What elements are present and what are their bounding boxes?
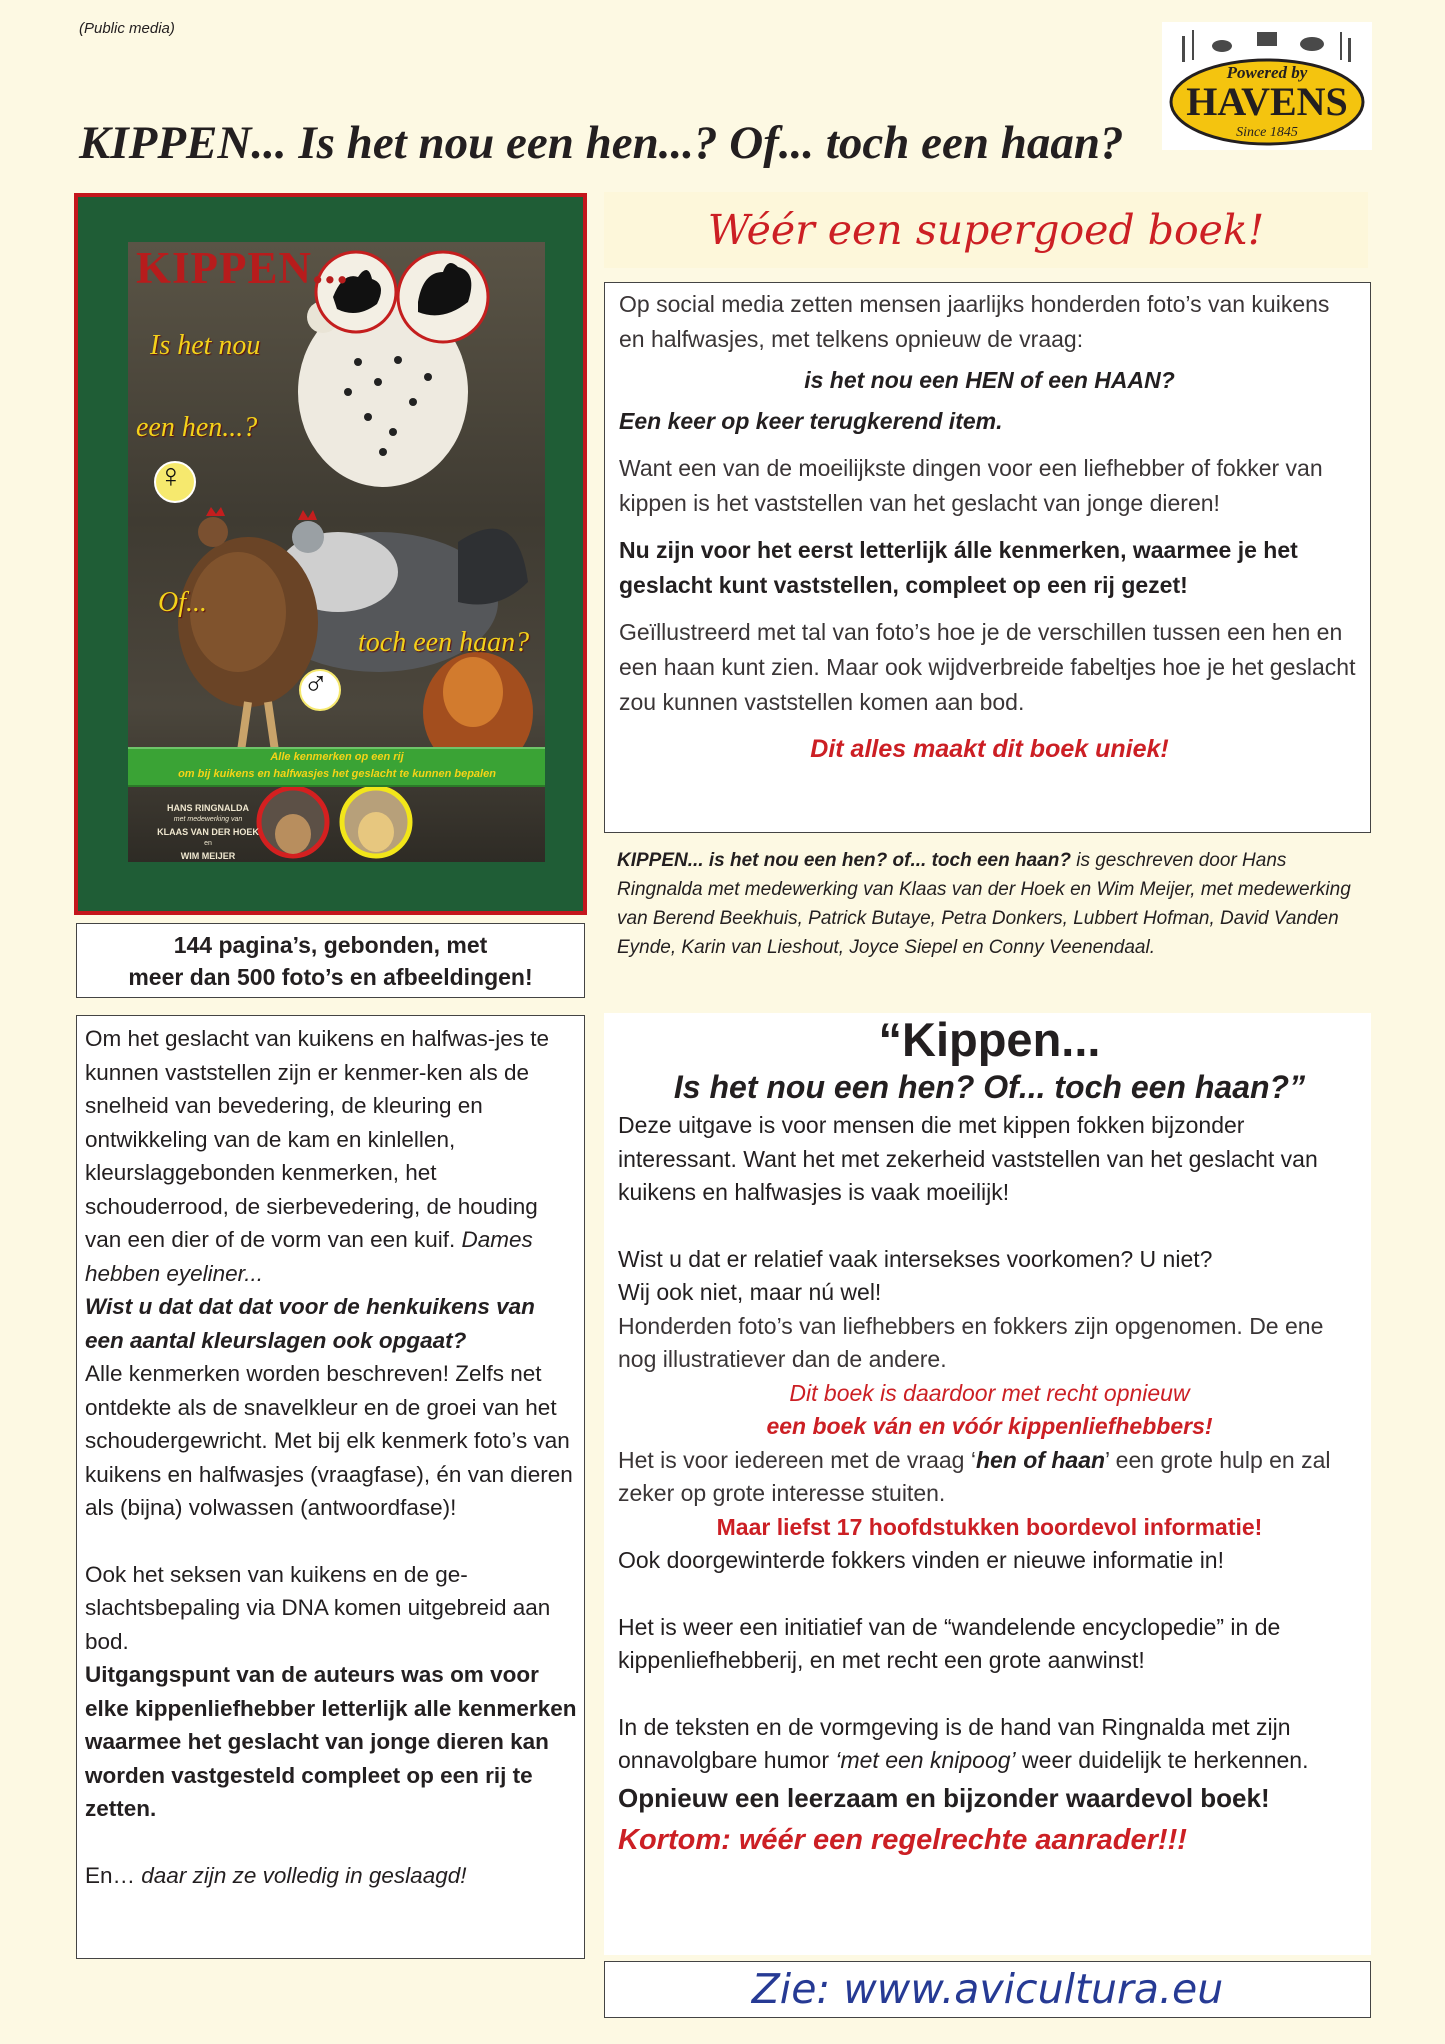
rb1-p4: Want een van de moeilijkste dingen voor een liefhebber of fokker van kippen is het vaststellen van het geslacht van jonge dieren!: [619, 455, 1323, 516]
left-p1-text: Om het geslacht van kuikens en halfwas-jes te kunnen vaststellen zijn er kenmer-ken als de snelheid van bevedering, de kleuring en ontwikkeling van de kam en kinlellen, kleurslaggebonden kenmerken, het schouderrood, de sierbevedering, de houding van een dier of de vorm van een kuif.: [85, 1026, 549, 1252]
rb2-p7: Ook doorgewinterde fokkers vinden er nieuwe informatie in!: [618, 1547, 1224, 1573]
cover-author-2: KLAAS VAN DER HOEK: [157, 827, 259, 837]
rb2-p5-pre: Het is voor iedereen met de vraag ‘: [618, 1446, 976, 1473]
havens-logo: [1162, 22, 1372, 150]
rb2-p9-italic: ‘met een knipoog’: [835, 1747, 1016, 1773]
right-heading: Wéér een supergoed boek!: [604, 192, 1368, 268]
female-symbol: ♀: [158, 457, 184, 495]
authors-bold: KIPPEN... is het nou een hen? of... toch een haan?: [617, 850, 1071, 871]
authors-credit: [617, 846, 1377, 962]
rb1-p1: Op social media zetten mensen jaarlijks honderden foto’s van kuikens en halfwasjes, met telkens opnieuw de vraag:: [619, 291, 1330, 352]
rb1-p6: Geïllustreerd met tal van foto’s hoe je de verschillen tussen een hen en een haan kunt zien. Maar ook wijdverbreide fabeltjes hoe je het geslacht zou kunnen vaststellen komen aan bod.: [619, 619, 1356, 715]
cover-author-and: en: [204, 840, 212, 847]
cover-authors: [133, 802, 283, 862]
cover-author-3: WIM MEIJER: [180, 851, 236, 861]
authors-rest: is geschreven door Hans Ringnalda met medewerking van Klaas van der Hoek en Wim Meijer, met medewerking van Berend Beekhuis, Patrick Butaye, Petra Donkers, Lubbert Hofman, David Vanden Eynde, Karin van Lieshout, Joyce Siepel en Conny Veenendaal.: [617, 850, 1351, 958]
quote-title: “Kippen...: [878, 1013, 1101, 1066]
cover-author-name: HANS RINGNALDA: [167, 803, 249, 813]
male-symbol: ♂: [303, 665, 329, 703]
cover-line4: toch een haan?: [358, 627, 530, 658]
rb1-p2: is het nou een HEN of een HAAN?: [804, 367, 1175, 393]
left-p3: Alle kenmerken worden beschreven! Zelfs net ontdekte als de snavelkleur en de groei van het schoudergewricht. Met bij elk kenmerk foto’s van kuikens en halfwasjes (vraagfase), én van dieren als (bijna) volwassen (antwoordfase)!: [85, 1361, 573, 1520]
left-p5: Uitgangspunt van de auteurs was om voor elke kippenliefhebber letterlijk alle kenmerken waarmee het geslacht van jonge dieren kan worden vastgesteld compleet op een rij te zetten.: [85, 1662, 577, 1821]
right-text-box-1: [604, 282, 1371, 833]
caption-line1: 144 pagina’s, gebonden, met: [173, 932, 488, 958]
left-p6-text: En…: [85, 1862, 142, 1888]
rb1-p5: Nu zijn voor het eerst letterlijk álle kenmerken, waarmee je het geslacht kunt vaststellen, compleet op een rij gezet!: [619, 537, 1298, 598]
rb2-p11: Kortom: wéér een regelrechte aanrader!!!: [618, 1823, 1187, 1856]
caption-line2: meer dan 500 foto’s en afbeeldingen!: [128, 964, 533, 990]
left-p2: Wist u dat dat dat voor de henkuikens van een aantal kleurslagen ook opgaat?: [85, 1294, 535, 1353]
left-p6: [85, 1859, 578, 1893]
rb2-p6: Maar liefst 17 hoofdstukken boordevol informatie!: [716, 1513, 1263, 1540]
rb2-p3: Honderden foto’s van liefhebbers en fokkers zijn opgenomen. De ene nog illustratiever dan de andere.: [618, 1312, 1324, 1372]
logo-brand: HAVENS: [1186, 79, 1348, 124]
rb2-p9-post: weer duidelijk te herkennen.: [1015, 1747, 1309, 1773]
cover-band: [128, 747, 545, 787]
cover-title: KIPPEN...: [136, 243, 349, 293]
right-text-box-2: [604, 1013, 1371, 1955]
cover-line1: Is het nou: [150, 330, 261, 361]
rb1-p3: Een keer op keer terugkerend item.: [619, 408, 1003, 434]
left-text-box: [76, 1015, 585, 1959]
rb2-p2a: Wist u dat er relatief vaak intersekses voorkomen? U niet?: [618, 1245, 1213, 1272]
rb2-p1: Deze uitgave is voor mensen die met kippen fokken bijzonder interessant. Want het met zekerheid vaststellen van het geslacht van kuikens en halfwasjes is vaak moeilijk!: [618, 1112, 1318, 1205]
book-caption: [76, 923, 585, 998]
website-link[interactable]: Zie: www.avicultura.eu: [604, 1961, 1371, 2018]
left-p6-italic: daar zijn ze volledig in geslaagd!: [141, 1862, 467, 1888]
quote-subtitle: Is het nou een hen? Of... toch een haan?”: [673, 1069, 1306, 1105]
rb2-p4b: een boek ván en vóór kippenliefhebbers!: [766, 1413, 1213, 1439]
book-cover: [74, 193, 587, 915]
cover-band-line1: Alle kenmerken op een rij: [270, 751, 404, 763]
rb2-p4a: Dit boek is daardoor met recht opnieuw: [789, 1379, 1190, 1406]
cover-line2: een hen...?: [136, 412, 258, 443]
rb2-p8: Het is weer een initiatief van de “wandelende encyclopedie” in de kippenliefhebberij, en met recht een grote aanwinst!: [618, 1613, 1281, 1673]
left-p4: Ook het seksen van kuikens en de ge-slachtsbepaling via DNA komen uitgebreid aan bod.: [85, 1561, 551, 1654]
left-p1-italic: Dames hebben eyeliner...: [85, 1227, 533, 1286]
left-p1: [85, 1022, 578, 1290]
cover-artwork: [128, 242, 545, 862]
rb2-p5-post: ’ een grote hulp en zal zeker op grote interesse stuiten.: [618, 1446, 1331, 1506]
cover-band-line2: om bij kuikens en halfwasjes het geslacht te kunnen bepalen: [178, 768, 496, 780]
rb2-p9: [618, 1711, 1361, 1778]
rb2-p9-pre: In de teksten en de vormgeving is de hand van Ringnalda met zijn onnavolgbare humor: [618, 1713, 1291, 1773]
cover-author-coop: met medewerking van: [173, 816, 243, 823]
logo-since: Since 1845: [1236, 125, 1298, 140]
rb2-p5-bi: hen of haan: [975, 1446, 1106, 1473]
logo-powered-by: Powered by: [1226, 63, 1308, 82]
rb2-p10: Opnieuw een leerzaam en bijzonder waardevol boek!: [618, 1782, 1270, 1813]
rb2-p5: [618, 1444, 1361, 1511]
cover-line3: Of...: [158, 587, 207, 618]
rb1-p7: Dit alles maakt dit boek uniek!: [810, 735, 1169, 763]
page-title: KIPPEN... Is het nou een hen...? Of... toch een haan?: [79, 117, 1124, 169]
public-media-label: (Public media): [79, 20, 175, 37]
rb2-p2b: Wij ook niet, maar nú wel!: [618, 1279, 882, 1305]
